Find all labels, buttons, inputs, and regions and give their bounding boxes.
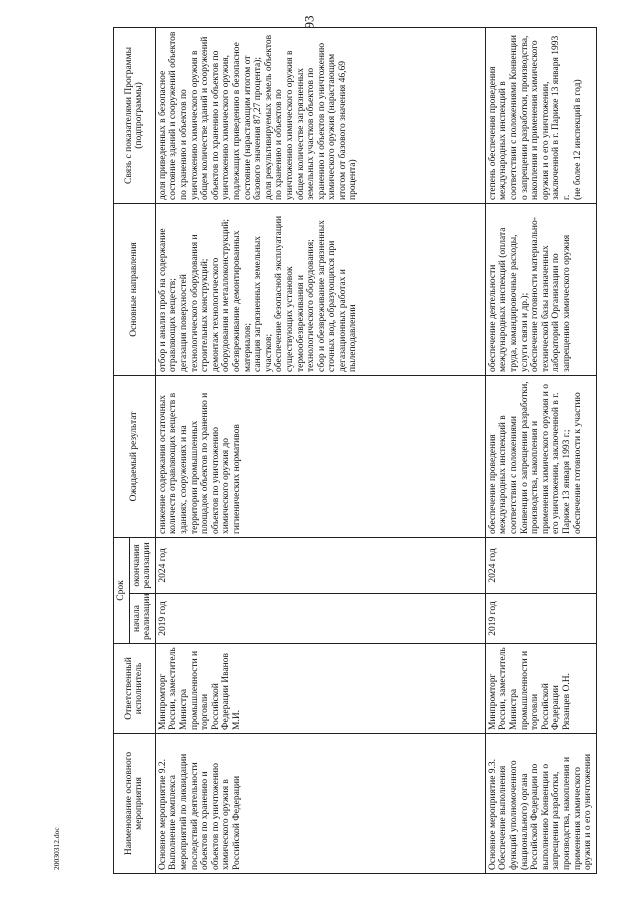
header-term: Срок [114,537,130,643]
header-link: Связь с показателями Программы (подпрограммы) [114,27,156,203]
row-executor: Минпромторг России, заместитель Министра промышленности и торговли Российской Федерации Рязанцев О.Н. [485,644,596,734]
row-directions: обеспечение деятельности международных инспекций (оплата труда, командировочные расходы, услуги связи и др.); обеспечение готовности материально-технической базы назначенных лабораторий Организации по запрещению химического оружия [485,203,596,375]
header-start: начала реализации [129,594,155,644]
row-name: Основное мероприятие 9.2. Выполнение комплекса мероприятий по ликвидации последствий деятельности объектов по хранению и объектов по уничтожению химического оружия в Российской Федерации [155,734,485,874]
row-start: 2019 год [485,594,596,644]
row-end: 2024 год [485,537,596,593]
table-row [485,27,596,873]
header-end: окончания реализации [129,537,155,593]
row-result: обеспечение проведения международных инспекций в соответствии с положениями Конвенции о запрещении разработки, производства, накопления и применения химического оружия и о его уничтожении, заключенной в г. Париже 13 января 1993 г.; обеспечение готовности к участию [485,375,596,537]
row-link: доля приведенных в безопасное состояние зданий и сооружений объектов по хранению и объектов по уничтожению химического оружия в общем количестве зданий и сооружений объектов по хранению и объектов по уничтожению химического оружия, подлежащих приведению в безопасное состояние (нарастающим итогом от базового значения 87,27 процента); доля рекультивируемых земель объектов по хранению и объектов по уничтожению химического оружия в общем количестве загрязненных земельных участков объектов по хранению и объектов по уничтожению химического оружия (нарастающим итогом от базового значения 46,69 процента) [155,27,485,203]
table-row [155,27,485,873]
row-start: 2019 год [155,594,485,644]
row-end: 2024 год [155,537,485,593]
measures-table [113,27,597,874]
header-executor: Ответственный исполнитель [114,644,156,734]
row-executor: Минпромторг России, заместитель Министра промышленности и торговли Российской Федерации Иванов М.И. [155,644,485,734]
file-name: 20030312.doc [52,827,61,870]
row-name: Основное мероприятие 9.3. Обеспечение выполнения функций уполномоченного (национального) органа Российской Федерации по выполнению Конвенции о запрещении разработки, производства, накопления и применения химического оружия и о его уничтожении [485,734,596,874]
table-header-row [114,27,130,873]
header-result: Ожидаемый результат [114,375,156,537]
rotated-table-wrapper [113,28,594,874]
row-directions: отбор и анализ проб на содержание отравляющих веществ; дегазация поверхностей технологического оборудования и строительных конструкций; демонтаж технологического оборудования и металлоконструкций; обезвреживание демонтированных материалов; санация загрязненных земельных участков; обеспечение безопасной эксплуатации существующих установок термообезвреживания и технологического оборудования; сбор и обезвреживание загрязненных сточных вод, образующихся при дегазационных работах и пылеподавлении [155,203,485,375]
header-name: Наименование основного мероприятия [114,734,156,874]
page-number: 93 [301,15,317,29]
row-result: снижение содержания остаточных количеств отравляющих веществ в зданиях, сооружениях и на территории промышленных площадок объектов по хранению и объектов по уничтожению химического оружия до гигиенических нормативов [155,375,485,537]
row-link: степень обеспечения проведения международных инспекций в соответствии с положениями Конвенции о запрещении разработки, производства, накопления и применения химического оружия и о его уничтожении, заключенной в г. Париже 13 января 1993 г. (не более 12 инспекций в год) [485,27,596,203]
header-directions: Основные направления [114,203,156,375]
